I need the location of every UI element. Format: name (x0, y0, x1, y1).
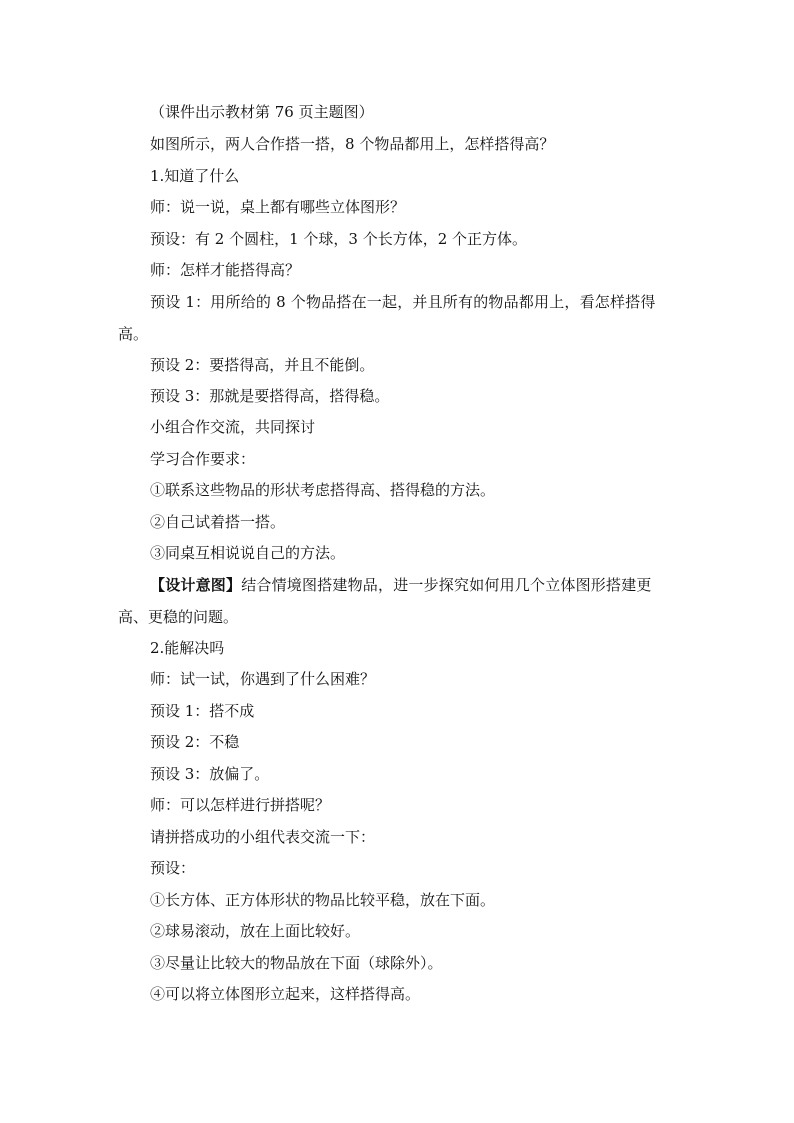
text-line: 预设 3：那就是要搭得高，搭得稳。 (150, 387, 390, 405)
paragraph-line: 预设 1：用所给的 8 个物品搭在一起，并且所有的物品都用上，看怎样搭得 (150, 293, 656, 311)
text-line: 预设 1：搭不成 (150, 702, 255, 720)
list-item: ④可以将立体图形立起来，这样搭得高。 (150, 985, 421, 1003)
text-line: （课件出示教材第 76 页主题图） (150, 103, 374, 121)
text-line: 如图所示，两人合作搭一搭，8 个物品都用上，怎样搭得高？ (150, 135, 555, 153)
text-line: 预设 2：要搭得高，并且不能倒。 (150, 356, 375, 374)
paragraph-design-intent (118, 575, 678, 627)
paragraph-line: 高。 (118, 325, 149, 343)
text-line: 师：可以怎样进行拼搭呢？ (150, 796, 331, 814)
text-line: 师：说一说，桌上都有哪些立体图形？ (150, 198, 406, 216)
section-heading: 1.知道了什么 (150, 167, 240, 185)
list-item: ③尽量让比较大的物品放在下面（球除外）。 (150, 954, 443, 972)
design-intent-text: 结合情境图搭建物品，进一步探究如何用几个立体图形搭建更 (241, 576, 652, 594)
list-item: ①长方体、正方体形状的物品比较平稳，放在下面。 (150, 891, 496, 909)
text-line: 预设： (150, 859, 196, 877)
paragraph-line: 高、更稳的问题。 (118, 608, 239, 626)
list-item: ②球易滚动，放在上面比较好。 (150, 922, 361, 940)
text-line: 学习合作要求： (150, 450, 256, 468)
paragraph-preset-1 (118, 292, 678, 344)
text-line: 请拼搭成功的小组代表交流一下： (150, 828, 376, 846)
list-item: ②自己试着搭一搭。 (150, 513, 286, 531)
text-line: 小组合作交流，共同探讨 (150, 418, 316, 436)
list-item: ③同桌互相说说自己的方法。 (150, 544, 346, 562)
design-intent-label: 【设计意图】 (150, 576, 242, 594)
text-line: 预设 2：不稳 (150, 733, 240, 751)
list-item: ①联系这些物品的形状考虑搭得高、搭得稳的方法。 (150, 481, 496, 499)
section-heading: 2.能解决吗 (150, 639, 225, 657)
text-line: 师：试一试，你遇到了什么困难？ (150, 670, 376, 688)
paragraph-line (118, 575, 678, 595)
text-line: 预设：有 2 个圆柱，1 个球，3 个长方体，2 个正方体。 (150, 230, 528, 248)
text-line: 师：怎样才能搭得高？ (150, 261, 301, 279)
text-line: 预设 3：放偏了。 (150, 765, 270, 783)
